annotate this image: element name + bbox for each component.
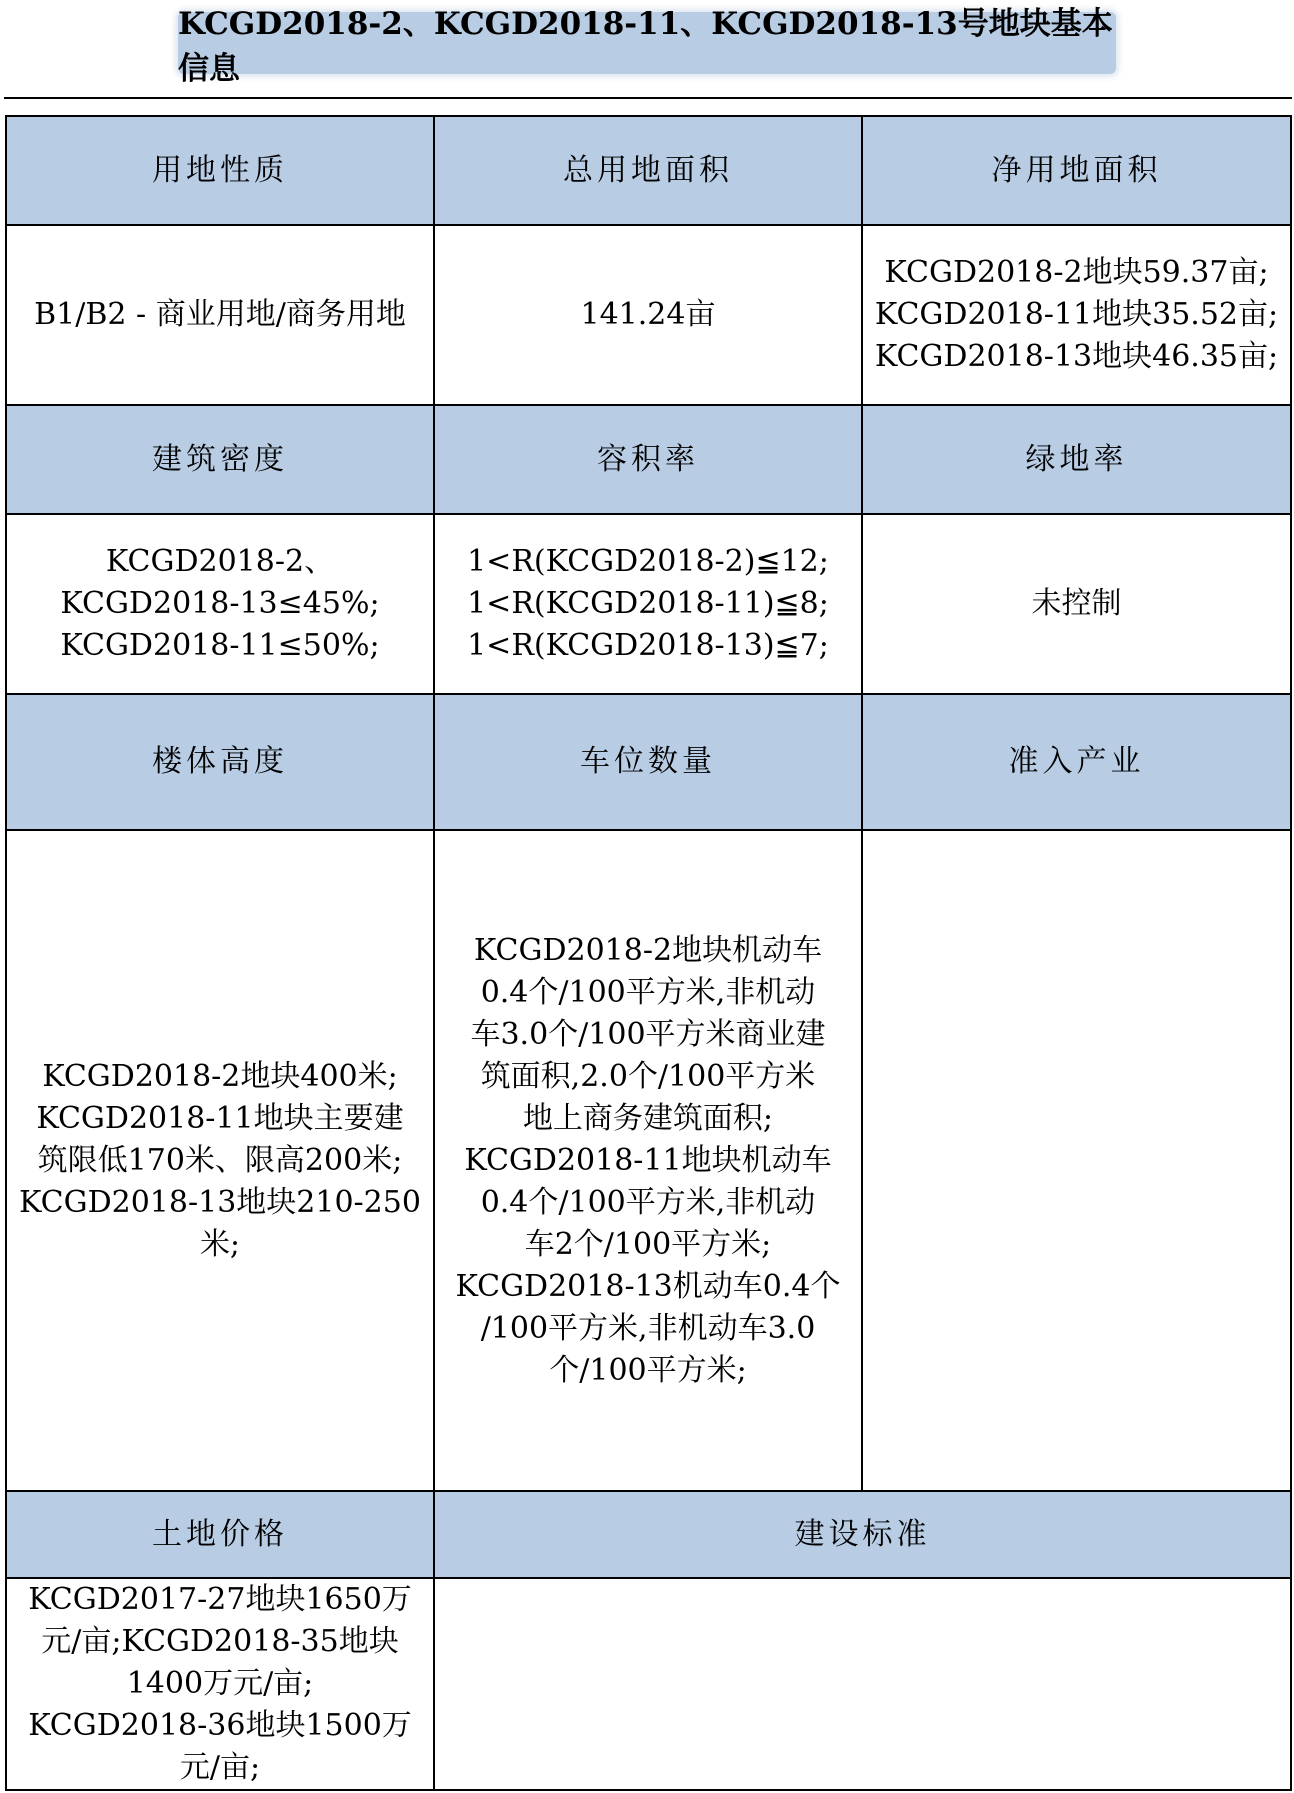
header-land-use: 用地性质 (6, 116, 434, 225)
header-parking: 车位数量 (434, 694, 862, 830)
value-row-4 (6, 1578, 1291, 1790)
net-area-line: KCGD2018-2地块59.37亩; (884, 255, 1269, 290)
header-total-area: 总用地面积 (434, 116, 862, 225)
parking-line: 车3.0个/100平方米商业建 (470, 1016, 826, 1052)
title-divider (4, 97, 1292, 99)
far-line: 1<R(KCGD2018-2)≦12; (467, 544, 829, 579)
cell-far (434, 514, 862, 694)
price-line: 1400万元/亩; (126, 1666, 314, 1701)
cell-standard (434, 1578, 1291, 1790)
value-row-2 (6, 514, 1291, 694)
height-line: KCGD2018-13地块210-250 (19, 1184, 421, 1220)
parking-line: KCGD2018-13机动车0.4个 (455, 1268, 841, 1304)
parking-line: 0.4个/100平方米,非机动 (480, 974, 816, 1010)
header-row-3 (6, 694, 1291, 830)
cell-total-area (434, 225, 862, 405)
height-line: KCGD2018-11地块主要建 (36, 1100, 404, 1136)
header-standard: 建设标准 (434, 1491, 1291, 1578)
cell-parking (434, 830, 862, 1491)
price-line: 元/亩; (179, 1750, 261, 1785)
parking-line: KCGD2018-11地块机动车 (464, 1142, 832, 1178)
price-line: 元/亩;KCGD2018-35地块 (41, 1624, 399, 1659)
header-row-1 (6, 116, 1291, 225)
cell-density (6, 514, 434, 694)
density-line: KCGD2018-13≤45%; (60, 586, 380, 621)
parking-line: 车2个/100平方米; (524, 1226, 772, 1262)
header-row-2 (6, 405, 1291, 514)
parking-line: 筑面积,2.0个/100平方米 (480, 1058, 816, 1094)
net-area-line: KCGD2018-11地块35.52亩; (874, 297, 1279, 332)
far-line: 1<R(KCGD2018-13)≦7; (467, 628, 829, 663)
cell-net-area (862, 225, 1291, 405)
header-far: 容积率 (434, 405, 862, 514)
height-line: 筑限低170米、限高200米; (37, 1142, 403, 1178)
parking-line: /100平方米,非机动车3.0 (480, 1310, 816, 1346)
header-industry: 准入产业 (862, 694, 1291, 830)
document-title-text: KCGD2018-2、KCGD2018-11、KCGD2018-13号地块基本信息 (178, 6, 1113, 87)
parking-line: 个/100平方米; (549, 1352, 747, 1388)
green-text: 未控制 (1031, 586, 1122, 621)
far-line: 1<R(KCGD2018-11)≦8; (467, 586, 829, 621)
document-title (178, 6, 1116, 87)
cell-industry (862, 830, 1291, 1491)
net-area-line: KCGD2018-13地块46.35亩; (874, 339, 1279, 374)
header-price: 土地价格 (6, 1491, 434, 1578)
total-area-text: 141.24亩 (580, 297, 716, 332)
cell-price (6, 1578, 434, 1790)
parking-line: 地上商务建筑面积; (522, 1100, 774, 1136)
density-line: KCGD2018-11≤50%; (60, 628, 380, 663)
cell-green (862, 514, 1291, 694)
price-line: KCGD2017-27地块1650万 (28, 1582, 412, 1617)
cell-height (6, 830, 434, 1491)
price-line: KCGD2018-36地块1500万 (28, 1708, 412, 1743)
header-density: 建筑密度 (6, 405, 434, 514)
land-info-table (5, 115, 1292, 1791)
header-row-4 (6, 1491, 1291, 1578)
height-line: KCGD2018-2地块400米; (42, 1058, 398, 1094)
header-green: 绿地率 (862, 405, 1291, 514)
land-use-text: B1/B2 - 商业用地/商务用地 (34, 297, 406, 332)
density-line: KCGD2018-2、 (105, 544, 335, 579)
cell-land-use (6, 225, 434, 405)
header-net-area: 净用地面积 (862, 116, 1291, 225)
parking-line: KCGD2018-2地块机动车 (473, 932, 823, 968)
parking-line: 0.4个/100平方米,非机动 (480, 1184, 816, 1220)
height-line: 米; (199, 1226, 241, 1262)
value-row-1 (6, 225, 1291, 405)
value-row-3 (6, 830, 1291, 1491)
header-height: 楼体高度 (6, 694, 434, 830)
